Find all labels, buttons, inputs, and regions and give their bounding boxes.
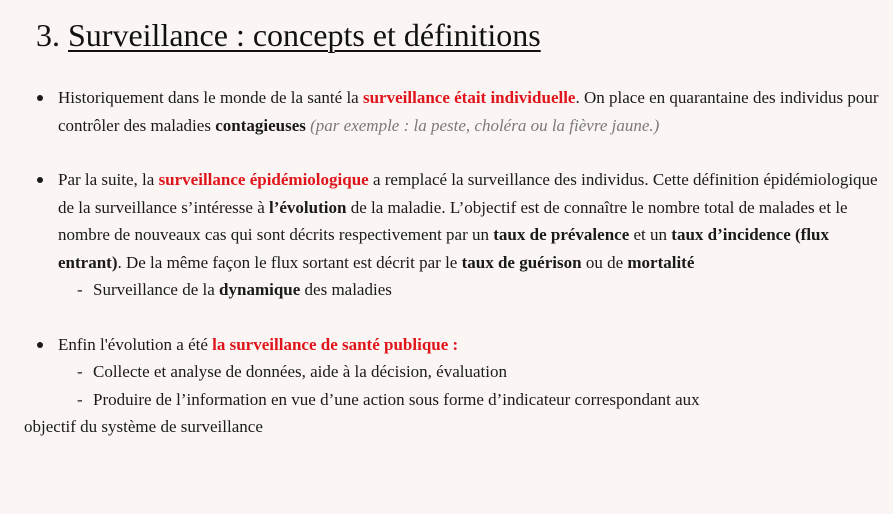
bullet-historique (24, 84, 879, 139)
example-note: (par exemple : la peste, choléra ou la fièvre jaune.) (310, 115, 660, 135)
bold-term: l’évolution (269, 197, 347, 217)
sub-item-produire (24, 386, 879, 414)
section-title: Surveillance : concepts et définitions (68, 17, 541, 53)
bullet-epidemiologique (24, 166, 879, 276)
bullet-text: de la maladie. L’objectif est de connaître le nombre total de malades et le nombre de nouveaux cas qui sont décrits respectivement par un (58, 197, 848, 244)
highlight-red: la surveillance de santé publique : (212, 334, 459, 354)
bold-term: contagieuses (215, 115, 306, 135)
bold-term: taux de guérison (461, 252, 582, 272)
bold-term: dynamique (219, 280, 301, 299)
sub-item-text: Produire de l’information en vue d’une action sous forme d’indicateur correspondant aux (93, 389, 700, 409)
bullet-dot (37, 95, 43, 101)
sub-item-dynamique (24, 276, 879, 304)
spacer (24, 139, 879, 166)
bullet-sante-publique (24, 331, 879, 359)
spacer (24, 304, 879, 331)
page-title (36, 14, 541, 56)
bullet-text: . De la même façon le flux sortant est décrit par le (117, 252, 462, 272)
bullet-dot (37, 342, 43, 348)
bullet-text: et un (629, 225, 672, 244)
dash-marker: - (77, 280, 83, 299)
continuation-text: objectif du système de surveillance (24, 417, 263, 436)
bullet-text: ou de (581, 252, 628, 272)
bullet-text: Historiquement dans le monde de la santé la (58, 88, 363, 107)
bullet-text: . On place en quarantaine des individus pour contrôler des maladies (58, 88, 879, 135)
highlight-red: surveillance était individuelle (362, 88, 576, 107)
highlight-red: surveillance épidémiologique (158, 170, 369, 189)
bold-term: taux de prévalence (493, 225, 630, 244)
dash-marker: - (77, 389, 83, 409)
content-body (24, 84, 879, 441)
bold-term: taux d’incidence (flux entrant) (58, 225, 830, 272)
dash-marker: - (77, 362, 83, 381)
bold-term: mortalité (627, 252, 695, 272)
sub-item-text: Surveillance de la (93, 280, 220, 299)
sub-item-text: Collecte et analyse de données, aide à la décision, évaluation (93, 362, 507, 381)
bullet-text: Enfin l'évolution a été (58, 334, 213, 354)
bullet-text: Par la suite, la (58, 170, 159, 189)
sub-item-text: des maladies (300, 280, 392, 299)
bullet-dot (37, 177, 43, 183)
section-number: 3. (36, 17, 60, 53)
sub-item-collecte (24, 358, 879, 386)
bullet-text: a remplacé la surveillance des individus. Cette définition épidémiologique de la surveillance s’intéresse à (58, 170, 878, 217)
